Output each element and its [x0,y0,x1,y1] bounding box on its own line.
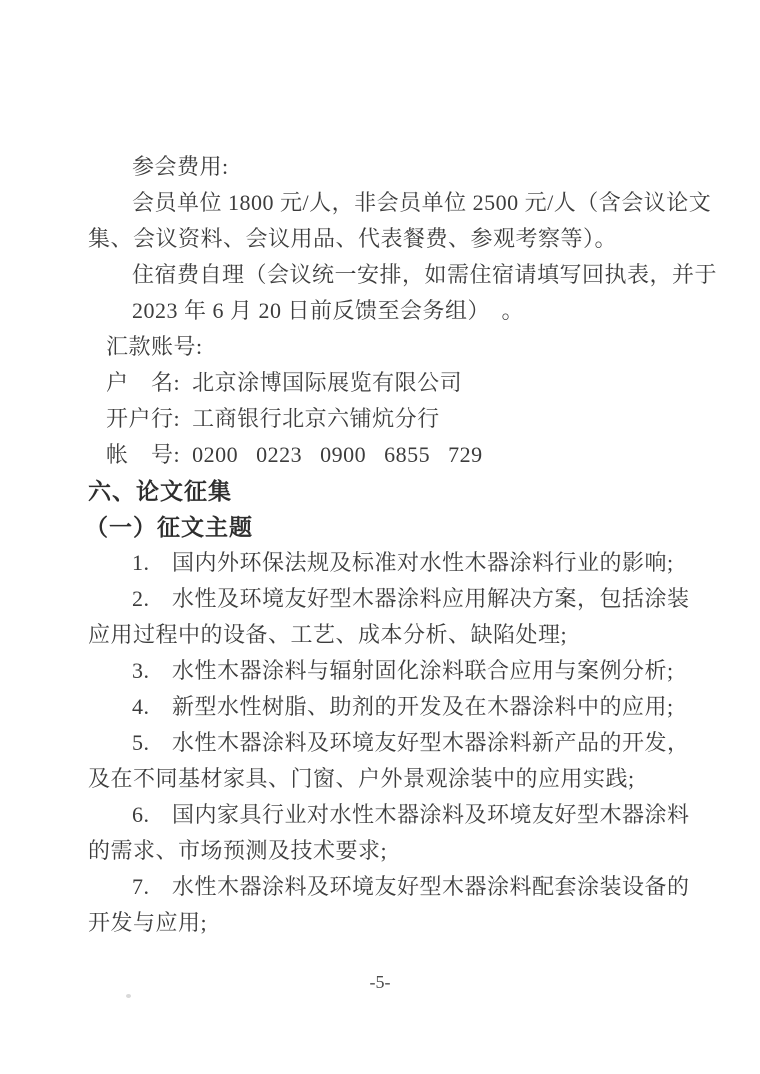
topic-item-line: 应用过程中的设备、工艺、成本分析、缺陷处理; [88,622,568,647]
topic-item-line: 1. 国内外环保法规及标准对水性木器涂料行业的影响; [132,550,674,575]
fees-line: 住宿费自理（会议统一安排，如需住宿请填写回执表，并于 [132,262,718,287]
fees-line: 集、会议资料、会议用品、代表餐费、参观考察等）。 [88,226,618,251]
topic-item-line: 6. 国内家具行业对水性木器涂料及环境友好型木器涂料 [132,802,690,827]
topic-item-line: 2. 水性及环境友好型木器涂料应用解决方案，包括涂装 [132,586,690,611]
topic-item-line: 4. 新型水性树脂、助剂的开发及在木器涂料中的应用; [132,694,674,719]
document-content [85,149,718,941]
topic-item-line: 7. 水性木器涂料及环境友好型木器涂料配套涂装设备的 [132,874,690,899]
topic-item-line: 开发与应用; [88,910,208,935]
topic-item-line: 3. 水性木器涂料与辐射固化涂料联合应用与案例分析; [132,658,674,683]
section-heading: 六、论文征集 [88,478,232,504]
fees-line: 会员单位 1800 元/人，非会员单位 2500 元/人（含会议论文 [132,190,712,215]
topic-item-line: 5. 水性木器涂料及环境友好型木器涂料新产品的开发， [132,730,690,755]
subsection-heading: （一）征文主题 [85,514,253,540]
remittance-account-number: 帐 号: 0200 0223 0900 6855 729 [106,442,483,467]
remittance-account-name: 户 名: 北京涂博国际展览有限公司 [106,370,463,395]
fees-line: 2023 年 6 月 20 日前反馈至会务组） 。 [132,298,525,323]
scan-artifact [126,994,131,998]
remittance-bank: 开户行: 工商银行北京六铺炕分行 [106,406,440,431]
topic-item-line: 的需求、市场预测及技术要求; [88,838,388,863]
remittance-heading: 汇款账号: [106,334,203,359]
fees-heading: 参会费用: [132,154,229,179]
page-number: -5- [369,972,391,992]
topic-item-line: 及在不同基材家具、门窗、户外景观涂装中的应用实践; [88,766,635,791]
